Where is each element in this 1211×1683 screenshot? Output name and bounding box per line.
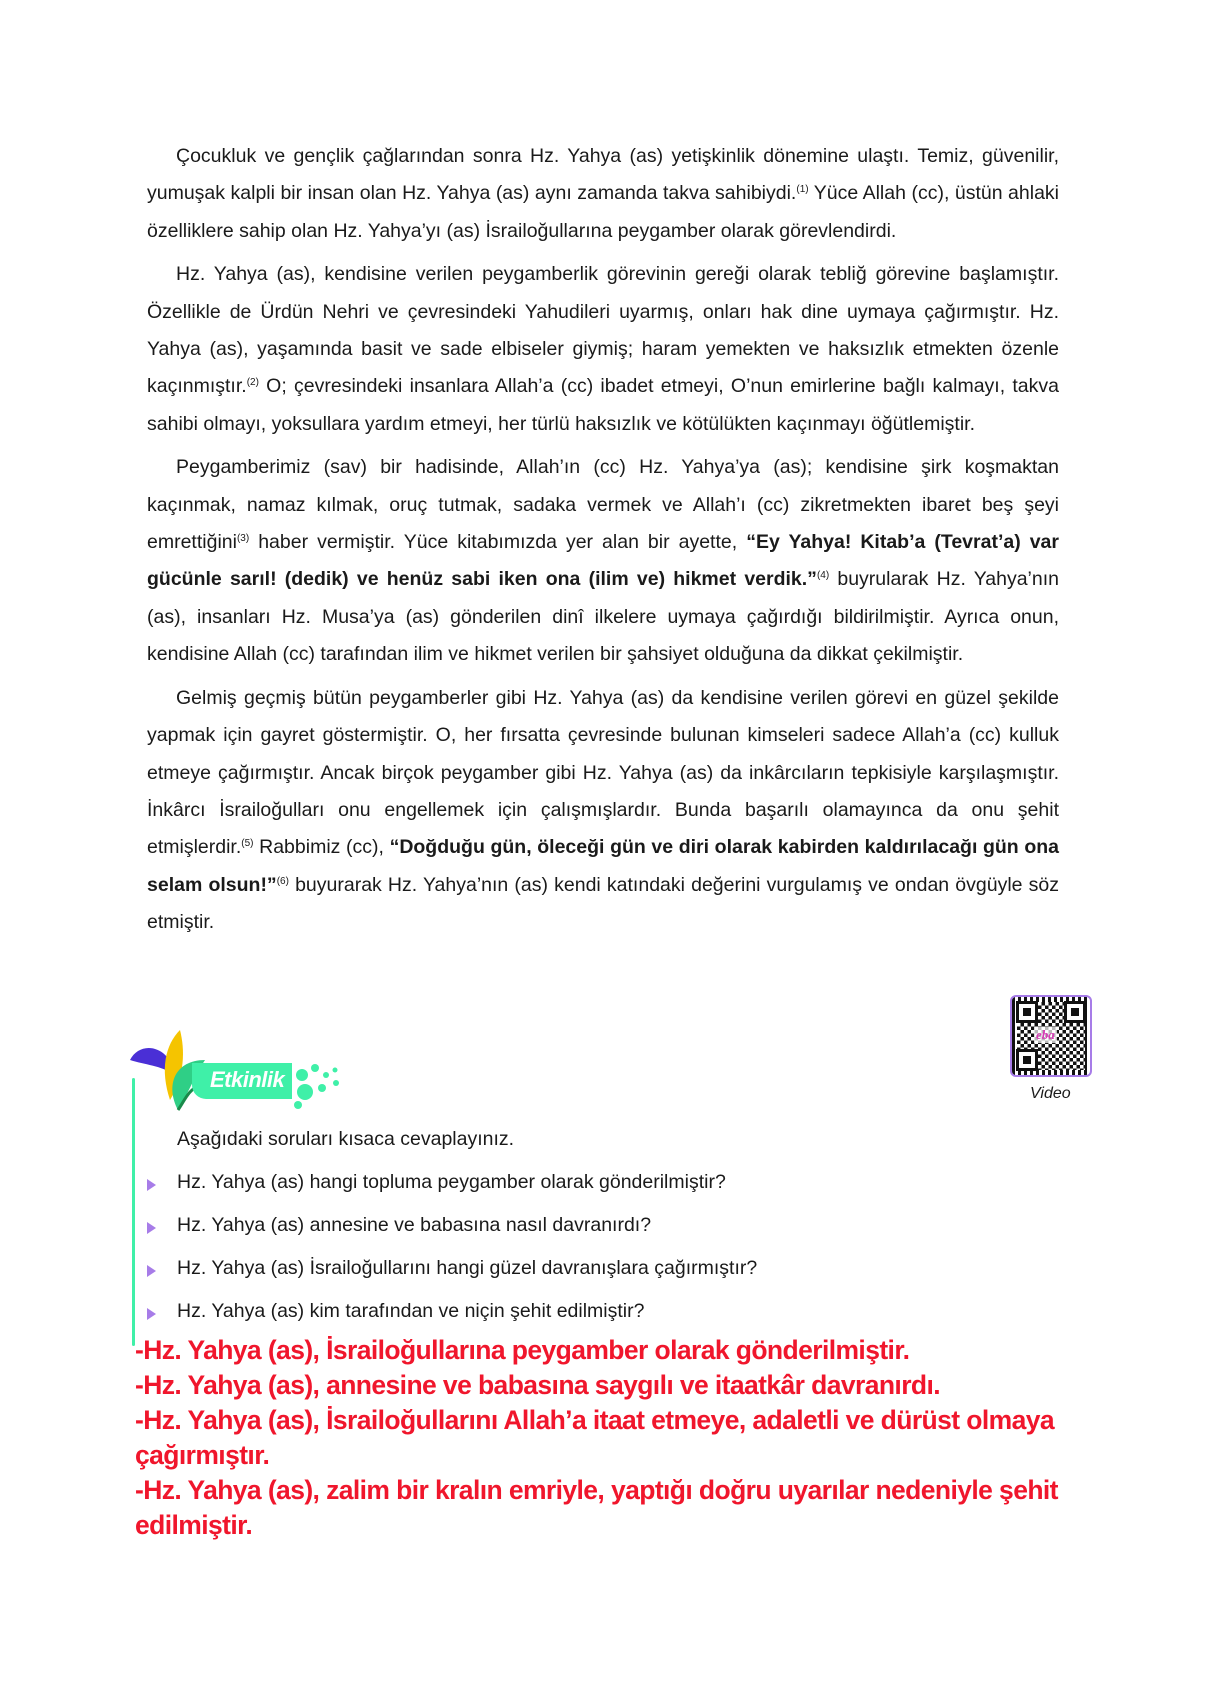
question-item: Hz. Yahya (as) kim tarafından ve niçin şehit edilmiştir? <box>177 1300 645 1322</box>
video-qr-code[interactable] <box>1010 995 1092 1077</box>
quote-bold: “Doğduğu gün, öleceği gün ve diri olarak kabirden kaldırılacağı gün ona selam olsun!” <box>147 836 1060 896</box>
arrow-bullet-icon <box>147 1308 156 1320</box>
answer-item: -Hz. Yahya (as), annesine ve babasına saygılı ve itaatkâr davranırdı. <box>135 1370 941 1400</box>
arrow-bullet-icon <box>147 1265 156 1277</box>
eba-logo: eba <box>1036 1027 1055 1042</box>
answer-item: -Hz. Yahya (as), zalim bir kralın emriyle, yaptığı doğru uyarılar nedeniyle şehit edilmiştir. <box>135 1475 1065 1540</box>
paragraph-text: Çocukluk ve gençlik çağlarından sonra Hz. Yahya (as) yetişkinlik dönemine ulaştı. Temiz, güvenilir, yumuşak kalpli bir insan olan Hz. Yahya (as) aynı zamanda takva sahibiydi. <box>147 145 1059 205</box>
paragraph <box>147 449 1059 673</box>
paragraph-text: Yüce Allah (cc), üstün ahlaki özelliklere sahip olan Hz. Yahya’yı (as) İsrailoğullarına peygamber olarak görevlendirdi. <box>147 182 1059 242</box>
paragraph <box>147 138 1059 250</box>
paragraph-text: Rabbimiz (cc), <box>253 836 390 859</box>
paragraph-text: buyrularak Hz. Yahya’nın (as), insanları Hz. Musa’ya (as) gönderilen dinî ilkelere uymaya çağırdığı bildirilmiştir. Ayrıca onun, kendisine Allah (cc) tarafından ilim ve hikmet verilen bir şahsiyet olduğuna da dikkat çekilmiştir. <box>147 568 1059 666</box>
footnote-ref: (1) <box>796 184 809 196</box>
body-text <box>147 138 1059 948</box>
paragraph-text: Peygamberimiz (sav) bir hadisinde, Allah’ın (cc) Hz. Yahya’ya (as); kendisine şirk koşmaktan kaçınmak, namaz kılmak, oruç tutmak, sadaka vermek ve Allah’ı (cc) zikretmekten ibaret beş şeyi emrettiğini <box>147 456 1059 554</box>
footnote-ref: (2) <box>246 377 259 389</box>
paragraph <box>147 256 1059 443</box>
question-item: Hz. Yahya (as) annesine ve babasına nasıl davranırdı? <box>177 1214 652 1236</box>
paragraph-text: buyurarak Hz. Yahya’nın (as) kendi katındaki değerini vurgulamış ve ondan övgüyle söz etmiştir. <box>147 873 1060 934</box>
quote-bold: “Ey Yahya! Kitab’a (Tevrat’a) var gücünle sarıl! (dedik) ve henüz sabi iken ona (ilim ve) hikmet verdik.” <box>147 531 1059 591</box>
qr-finder <box>1064 1001 1086 1023</box>
footnote-ref: (5) <box>241 838 254 850</box>
question-item: Hz. Yahya (as) İsrailoğullarını hangi güzel davranışlara çağırmıştır? <box>177 1257 758 1279</box>
activity-title: Etkinlik <box>210 1067 285 1092</box>
activity-intro: Aşağıdaki soruları kısaca cevaplayınız. <box>177 1128 515 1150</box>
paragraph-text: O; çevresindeki insanlara Allah’a (cc) ibadet etmeyi, O’nun emirlerine bağlı kalmayı, takva sahibi olmayı, yoksullara yardım etmeyi, her türlü haksızlık ve kötülükten kaçınmayı öğütlemiştir. <box>147 375 1059 435</box>
activity-header <box>130 1030 370 1120</box>
activity-border-line <box>132 1078 135 1346</box>
video-caption: Video <box>1030 1085 1071 1102</box>
answer-item: -Hz. Yahya (as), İsrailoğullarına peygamber olarak gönderilmiştir. <box>135 1335 910 1365</box>
arrow-bullet-icon <box>147 1222 156 1234</box>
paragraph <box>147 680 1059 942</box>
question-item: Hz. Yahya (as) hangi topluma peygamber olarak gönderilmiştir? <box>177 1171 726 1193</box>
paragraph-text: Hz. Yahya (as), kendisine verilen peygamberlik görevinin gereği olarak tebliğ görevine başlamıştır. Özellikle de Ürdün Nehri ve çevresindeki Yahudileri uyarmış, onları hak dine uymaya çağırmıştır. Hz. Yahya (as), yaşamında basit ve sade elbiseler giymiş; haram yemekten ve haksızlık etmekten özenle kaçınmıştır. <box>147 263 1059 398</box>
paragraph-text: haber vermiştir. Yüce kitabımızda yer alan bir ayette, <box>249 531 747 554</box>
paragraph-text: Gelmiş geçmiş bütün peygamberler gibi Hz. Yahya (as) da kendisine verilen görevi en güzel şekilde yapmak için gayret göstermiştir. O, her fırsatta çevresinde bulunan kimseleri sadece Allah’a (cc) kulluk etmeye çağırmıştır. Ancak birçok peygamber gibi Hz. Yahya (as) da inkârcıların tepkisiyle karşılaşmıştır. İnkârcı İsrailoğulları onu engellemek için çalışmışlardır. Bunda başarılı olamayınca da onu şehit etmişlerdir. <box>147 686 1059 859</box>
answer-item: -Hz. Yahya (as), İsrailoğullarını Allah’a itaat etmeye, adaletli ve dürüst olmaya çağırmıştır. <box>135 1405 1061 1470</box>
qr-finder <box>1016 1049 1038 1071</box>
handwritten-answers <box>135 1333 1145 1543</box>
footnote-ref: (6) <box>276 875 289 887</box>
arrow-bullet-icon <box>147 1179 156 1191</box>
footnote-ref: (4) <box>816 570 830 582</box>
qr-finder <box>1016 1001 1038 1023</box>
footnote-ref: (3) <box>236 533 250 545</box>
